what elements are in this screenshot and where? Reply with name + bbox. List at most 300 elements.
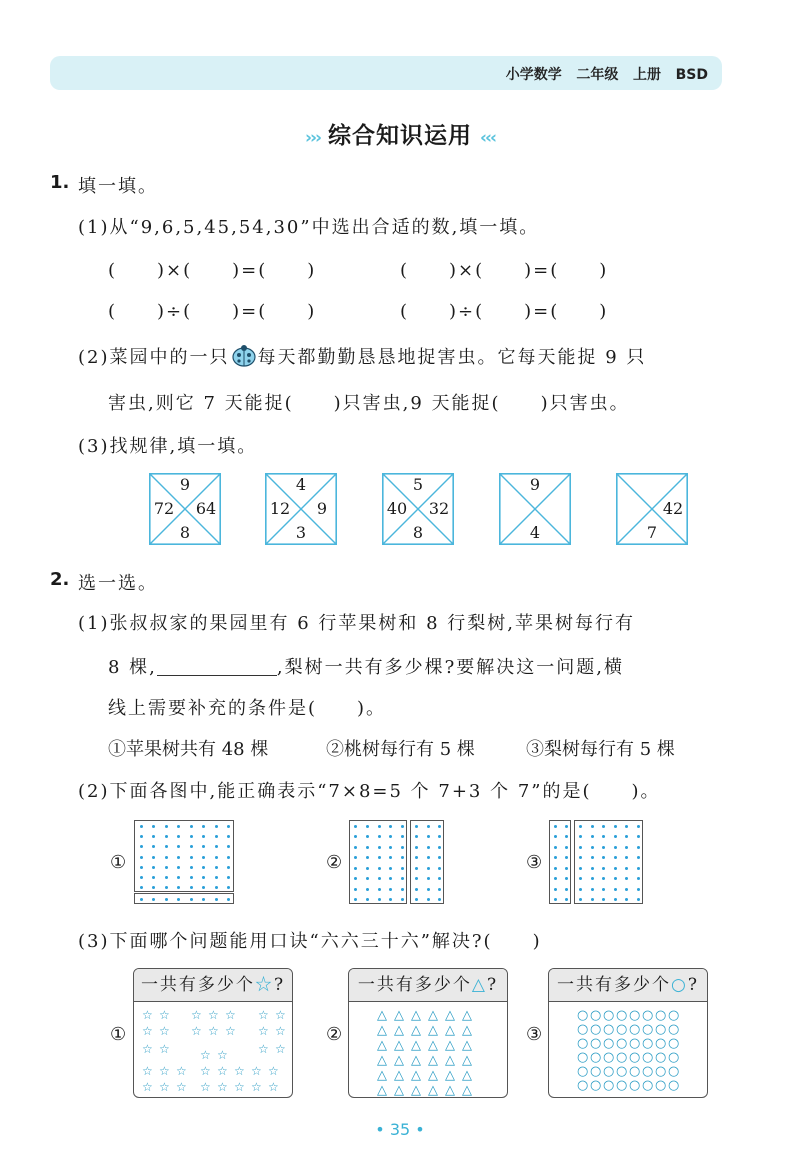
dot bbox=[389, 846, 392, 849]
dot bbox=[215, 898, 218, 901]
dot bbox=[438, 898, 441, 901]
dot bbox=[565, 877, 568, 880]
circle-icon: ○ bbox=[655, 1050, 667, 1065]
dot bbox=[415, 877, 418, 880]
dot bbox=[427, 825, 430, 828]
dot-grid-fig2-right bbox=[410, 820, 444, 904]
triangle-icon: △ bbox=[462, 1083, 472, 1098]
dot bbox=[438, 877, 441, 880]
dot bbox=[554, 835, 557, 838]
triangle-icon: △ bbox=[394, 1053, 404, 1068]
circle-icon: ○ bbox=[642, 1008, 654, 1023]
dot bbox=[565, 825, 568, 828]
dot bbox=[227, 898, 230, 901]
dot bbox=[565, 856, 568, 859]
star-icon: ☆ bbox=[159, 1064, 170, 1078]
dot-grid-fig1-main bbox=[134, 820, 234, 892]
circle-icon: ○ bbox=[616, 1064, 628, 1079]
q1-row2-left: ( )÷( )=( ) bbox=[108, 301, 317, 322]
fig-label-1: ① bbox=[110, 852, 127, 873]
circle-icon: ○ bbox=[616, 1008, 628, 1023]
dot bbox=[190, 866, 193, 869]
box-number: 7 bbox=[646, 523, 658, 542]
q2-part2: (2)下面各图中,能正确表示“7×8=5 个 7+3 个 7”的是( )。 bbox=[78, 781, 661, 802]
box-number: 4 bbox=[529, 523, 541, 542]
circle-icon: ○ bbox=[655, 1064, 667, 1079]
dot bbox=[614, 877, 617, 880]
triangle-icon: △ bbox=[411, 1038, 421, 1053]
triangle-icon: △ bbox=[377, 1038, 387, 1053]
circle-icon: ○ bbox=[577, 1008, 589, 1023]
dot-grid-fig1-strip bbox=[134, 893, 234, 904]
star-icon: ☆ bbox=[234, 1064, 245, 1078]
star-icon: ☆ bbox=[251, 1080, 262, 1094]
circle-icon: ○ bbox=[668, 1064, 680, 1079]
dot bbox=[366, 835, 369, 838]
triangle-icon: △ bbox=[428, 1023, 438, 1038]
dot bbox=[579, 825, 582, 828]
dot bbox=[227, 886, 230, 889]
dot bbox=[227, 856, 230, 859]
circle-icon: ○ bbox=[590, 1036, 602, 1051]
triangle-icon: △ bbox=[377, 1083, 387, 1098]
triangle-icon: △ bbox=[445, 1023, 455, 1038]
box-number: 12 bbox=[269, 499, 291, 518]
dot bbox=[165, 835, 168, 838]
triangle-icon: △ bbox=[394, 1008, 404, 1023]
dot bbox=[354, 867, 357, 870]
circle-icon: ○ bbox=[603, 1064, 615, 1079]
dot bbox=[152, 866, 155, 869]
triangle-icon: △ bbox=[411, 1053, 421, 1068]
star-icon: ☆ bbox=[191, 1024, 202, 1038]
card-caption: 一共有多少个☆? bbox=[134, 969, 292, 1002]
dot bbox=[389, 898, 392, 901]
dot bbox=[165, 898, 168, 901]
dot bbox=[401, 867, 404, 870]
dot bbox=[190, 876, 193, 879]
dot bbox=[140, 845, 143, 848]
dot bbox=[415, 835, 418, 838]
circle-icon: ○ bbox=[642, 1078, 654, 1093]
dot bbox=[401, 898, 404, 901]
dot bbox=[591, 835, 594, 838]
dot bbox=[602, 888, 605, 891]
dot bbox=[637, 898, 640, 901]
dot bbox=[215, 866, 218, 869]
dot bbox=[438, 888, 441, 891]
box-number: 4 bbox=[295, 475, 307, 494]
dot bbox=[427, 877, 430, 880]
card-caption: 一共有多少个△? bbox=[349, 969, 507, 1002]
triangle-icon: △ bbox=[428, 1008, 438, 1023]
star-icon: ☆ bbox=[258, 1042, 269, 1056]
card-label-3: ③ bbox=[526, 1024, 543, 1045]
dot bbox=[637, 888, 640, 891]
dot bbox=[579, 888, 582, 891]
triangle-icon: △ bbox=[377, 1008, 387, 1023]
dot bbox=[177, 876, 180, 879]
dot bbox=[177, 845, 180, 848]
triangle-icon: △ bbox=[462, 1008, 472, 1023]
triangle-icon: △ bbox=[445, 1083, 455, 1098]
q2-part1-line2-start: 8 棵, bbox=[108, 657, 157, 678]
dot bbox=[614, 867, 617, 870]
circle-icon: ○ bbox=[603, 1036, 615, 1051]
dot bbox=[215, 876, 218, 879]
triangle-icon: △ bbox=[445, 1038, 455, 1053]
dot bbox=[354, 846, 357, 849]
circle-icon: ○ bbox=[655, 1022, 667, 1037]
section-title bbox=[0, 117, 800, 150]
q2-part1-line3: 线上需要补充的条件是( )。 bbox=[108, 698, 387, 719]
dot bbox=[554, 877, 557, 880]
triangle-icon: △ bbox=[462, 1068, 472, 1083]
dot bbox=[401, 835, 404, 838]
star-icon: ☆ bbox=[159, 1024, 170, 1038]
dot bbox=[202, 886, 205, 889]
dot bbox=[602, 877, 605, 880]
dot bbox=[427, 846, 430, 849]
dot bbox=[625, 825, 628, 828]
triangle-icon: △ bbox=[394, 1038, 404, 1053]
dot bbox=[177, 866, 180, 869]
box-number: 32 bbox=[428, 499, 450, 518]
dot bbox=[625, 877, 628, 880]
q1-part1: (1)从“9,6,5,45,54,30”中选出合适的数,填一填。 bbox=[78, 217, 540, 238]
dot-grid-fig3-left bbox=[549, 820, 571, 904]
dot bbox=[202, 845, 205, 848]
circle-icon: ○ bbox=[603, 1022, 615, 1037]
card-triangles bbox=[348, 968, 508, 1098]
dot bbox=[565, 835, 568, 838]
dot bbox=[152, 898, 155, 901]
star-icon: ☆ bbox=[217, 1064, 228, 1078]
dot bbox=[602, 898, 605, 901]
star-icon: ☆ bbox=[200, 1064, 211, 1078]
circle-icon: ○ bbox=[655, 1008, 667, 1023]
header-text: 小学数学 二年级 上册 BSD bbox=[505, 67, 708, 83]
dot bbox=[152, 886, 155, 889]
circle-icon: ○ bbox=[629, 1036, 641, 1051]
dot bbox=[591, 898, 594, 901]
dot bbox=[602, 825, 605, 828]
box-number: 8 bbox=[179, 523, 191, 542]
dot bbox=[177, 856, 180, 859]
dot bbox=[215, 825, 218, 828]
dot bbox=[389, 835, 392, 838]
dot bbox=[591, 877, 594, 880]
triangle-icon: △ bbox=[462, 1053, 472, 1068]
dot bbox=[202, 876, 205, 879]
dot bbox=[152, 825, 155, 828]
triangle-icon: △ bbox=[377, 1053, 387, 1068]
dot bbox=[415, 846, 418, 849]
circle-icon: ○ bbox=[629, 1064, 641, 1079]
star-icon: ☆ bbox=[142, 1024, 153, 1038]
dot bbox=[366, 898, 369, 901]
dot bbox=[140, 876, 143, 879]
dot bbox=[378, 877, 381, 880]
dot bbox=[427, 867, 430, 870]
circle-icon: ○ bbox=[668, 1050, 680, 1065]
dot bbox=[614, 835, 617, 838]
dot bbox=[190, 835, 193, 838]
dot bbox=[366, 856, 369, 859]
dot bbox=[354, 856, 357, 859]
triangle-icon: △ bbox=[445, 1008, 455, 1023]
dot bbox=[579, 898, 582, 901]
star-icon: ☆ bbox=[217, 1080, 228, 1094]
dot bbox=[202, 866, 205, 869]
dot bbox=[401, 856, 404, 859]
dot bbox=[427, 888, 430, 891]
circle-icon: ○ bbox=[668, 1022, 680, 1037]
circle-icon: ○ bbox=[577, 1036, 589, 1051]
circle-icon: ○ bbox=[642, 1022, 654, 1037]
dot bbox=[565, 898, 568, 901]
triangle-icon: △ bbox=[377, 1023, 387, 1038]
circle-icon: ○ bbox=[603, 1078, 615, 1093]
circle-icon: ○ bbox=[590, 1022, 602, 1037]
pattern-box bbox=[382, 473, 454, 545]
dot bbox=[165, 886, 168, 889]
dot bbox=[215, 886, 218, 889]
dot bbox=[165, 856, 168, 859]
dot bbox=[227, 845, 230, 848]
circle-icon: ○ bbox=[642, 1036, 654, 1051]
dot bbox=[591, 825, 594, 828]
dot bbox=[427, 856, 430, 859]
dot bbox=[177, 886, 180, 889]
q2-number: 2. bbox=[50, 569, 70, 590]
dot bbox=[215, 835, 218, 838]
fig-label-2: ② bbox=[326, 852, 343, 873]
dot bbox=[625, 888, 628, 891]
option-2: ②桃树每行有 5 棵 bbox=[326, 739, 475, 760]
dot bbox=[614, 846, 617, 849]
q2-part1-line2-end: ,梨树一共有多少棵?要解决这一问题,横 bbox=[276, 657, 624, 678]
dot bbox=[602, 835, 605, 838]
circle-icon: ○ bbox=[668, 1008, 680, 1023]
star-icon: ☆ bbox=[258, 1008, 269, 1022]
circle-icon: ○ bbox=[642, 1050, 654, 1065]
dot bbox=[389, 877, 392, 880]
dot bbox=[438, 856, 441, 859]
dot bbox=[354, 898, 357, 901]
q1-part2-cont: 每天都勤勤恳恳地捉害虫。它每天能捉 9 只 bbox=[257, 347, 647, 368]
circle-icon: ○ bbox=[616, 1078, 628, 1093]
dot bbox=[227, 876, 230, 879]
star-icon: ☆ bbox=[275, 1008, 286, 1022]
dot bbox=[378, 898, 381, 901]
star-icon: ☆ bbox=[142, 1042, 153, 1056]
dot bbox=[637, 846, 640, 849]
dot bbox=[202, 825, 205, 828]
card-label-2: ② bbox=[326, 1024, 343, 1045]
circle-icon: ○ bbox=[577, 1078, 589, 1093]
dot bbox=[579, 867, 582, 870]
star-icon: ☆ bbox=[191, 1008, 202, 1022]
dot bbox=[625, 867, 628, 870]
dot bbox=[602, 867, 605, 870]
chevron-left-icon: ‹‹‹ bbox=[480, 128, 496, 148]
q1-part3: (3)找规律,填一填。 bbox=[78, 436, 258, 457]
star-icon: ☆ bbox=[142, 1064, 153, 1078]
box-number: 9 bbox=[529, 475, 541, 494]
dot bbox=[438, 867, 441, 870]
dot bbox=[215, 845, 218, 848]
dot bbox=[378, 846, 381, 849]
q1-row1-left: ( )×( )=( ) bbox=[108, 260, 317, 281]
star-icon: ☆ bbox=[159, 1080, 170, 1094]
dot bbox=[554, 825, 557, 828]
star-icon: ☆ bbox=[225, 1024, 236, 1038]
circle-icon: ○ bbox=[577, 1064, 589, 1079]
dot bbox=[637, 825, 640, 828]
circle-icon: ○ bbox=[655, 1078, 667, 1093]
circle-icon: ○ bbox=[590, 1078, 602, 1093]
triangle-icon: △ bbox=[445, 1068, 455, 1083]
card-circles bbox=[548, 968, 708, 1098]
circle-icon: ○ bbox=[590, 1008, 602, 1023]
dot bbox=[401, 888, 404, 891]
circle-icon: ○ bbox=[577, 1050, 589, 1065]
dot bbox=[366, 846, 369, 849]
dot bbox=[366, 877, 369, 880]
dot bbox=[215, 856, 218, 859]
triangle-icon: △ bbox=[411, 1023, 421, 1038]
circle-icon: ○ bbox=[616, 1050, 628, 1065]
star-icon: ☆ bbox=[268, 1080, 279, 1094]
card-stars bbox=[133, 968, 293, 1098]
option-1: ①苹果树共有 48 棵 bbox=[108, 739, 269, 760]
dot bbox=[378, 867, 381, 870]
triangle-icon: △ bbox=[462, 1023, 472, 1038]
star-icon: ☆ bbox=[200, 1048, 211, 1062]
dot bbox=[190, 845, 193, 848]
pattern-box bbox=[149, 473, 221, 545]
dot bbox=[152, 845, 155, 848]
box-number: 9 bbox=[316, 499, 328, 518]
box-number: 8 bbox=[412, 523, 424, 542]
dot bbox=[378, 825, 381, 828]
answer-blank bbox=[157, 657, 277, 676]
triangle-icon: △ bbox=[428, 1068, 438, 1083]
triangle-icon: △ bbox=[411, 1008, 421, 1023]
dot bbox=[591, 846, 594, 849]
triangle-icon: △ bbox=[428, 1038, 438, 1053]
dot bbox=[378, 835, 381, 838]
triangle-icon: △ bbox=[428, 1053, 438, 1068]
dot bbox=[565, 846, 568, 849]
dot bbox=[227, 866, 230, 869]
dot bbox=[366, 825, 369, 828]
dot bbox=[591, 867, 594, 870]
star-icon: ☆ bbox=[208, 1024, 219, 1038]
dot bbox=[177, 898, 180, 901]
q1-part2-start: (2)菜园中的一只 bbox=[78, 347, 230, 368]
page-number: • 35 • bbox=[375, 1120, 425, 1139]
dot bbox=[415, 856, 418, 859]
triangle-icon: △ bbox=[411, 1068, 421, 1083]
star-icon: ☆ bbox=[176, 1064, 187, 1078]
dot bbox=[565, 888, 568, 891]
dot bbox=[354, 888, 357, 891]
q2-title: 选一选。 bbox=[78, 573, 158, 594]
triangle-icon: △ bbox=[428, 1083, 438, 1098]
section-title-text: 综合知识运用 bbox=[328, 123, 472, 149]
star-icon: ☆ bbox=[142, 1080, 153, 1094]
dot bbox=[625, 898, 628, 901]
dot bbox=[565, 867, 568, 870]
circle-icon: ○ bbox=[590, 1064, 602, 1079]
dot-grid-fig2-left bbox=[349, 820, 407, 904]
dot bbox=[602, 846, 605, 849]
box-number: 3 bbox=[295, 523, 307, 542]
q1-title: 填一填。 bbox=[78, 176, 158, 197]
q2-part1-line2 bbox=[108, 653, 624, 679]
dot bbox=[415, 825, 418, 828]
dot bbox=[591, 856, 594, 859]
star-icon: ☆ bbox=[176, 1080, 187, 1094]
dot bbox=[401, 825, 404, 828]
dot bbox=[366, 888, 369, 891]
dot bbox=[579, 877, 582, 880]
dot bbox=[366, 867, 369, 870]
dot bbox=[227, 835, 230, 838]
circle-icon: ○ bbox=[603, 1008, 615, 1023]
dot bbox=[554, 867, 557, 870]
dot bbox=[614, 898, 617, 901]
star-icon: ☆ bbox=[217, 1048, 228, 1062]
triangle-icon: △ bbox=[462, 1038, 472, 1053]
dot bbox=[378, 888, 381, 891]
fig-label-3: ③ bbox=[526, 852, 543, 873]
card-caption: 一共有多少个○? bbox=[549, 969, 707, 1002]
dot bbox=[190, 825, 193, 828]
circle-icon: ○ bbox=[642, 1064, 654, 1079]
dot bbox=[190, 856, 193, 859]
dot bbox=[427, 835, 430, 838]
triangle-icon: △ bbox=[445, 1053, 455, 1068]
dot bbox=[140, 866, 143, 869]
dot bbox=[614, 888, 617, 891]
star-icon: ☆ bbox=[200, 1080, 211, 1094]
circle-icon: ○ bbox=[629, 1008, 641, 1023]
dot-grid-fig3-right bbox=[574, 820, 643, 904]
dot bbox=[177, 825, 180, 828]
option-3: ③梨树每行有 5 棵 bbox=[526, 739, 675, 760]
box-number: 72 bbox=[153, 499, 175, 518]
dot bbox=[427, 898, 430, 901]
chevron-right-icon: ››› bbox=[304, 128, 320, 148]
circle-icon: ○ bbox=[616, 1036, 628, 1051]
star-icon: ☆ bbox=[225, 1008, 236, 1022]
dot bbox=[554, 856, 557, 859]
dot bbox=[389, 888, 392, 891]
circle-icon: ○ bbox=[629, 1050, 641, 1065]
dot bbox=[190, 886, 193, 889]
dot bbox=[438, 835, 441, 838]
dot bbox=[389, 867, 392, 870]
q1-number: 1. bbox=[50, 172, 70, 193]
dot bbox=[614, 825, 617, 828]
triangle-icon: △ bbox=[394, 1083, 404, 1098]
circle-icon: ○ bbox=[668, 1078, 680, 1093]
dot bbox=[140, 886, 143, 889]
dot bbox=[165, 845, 168, 848]
